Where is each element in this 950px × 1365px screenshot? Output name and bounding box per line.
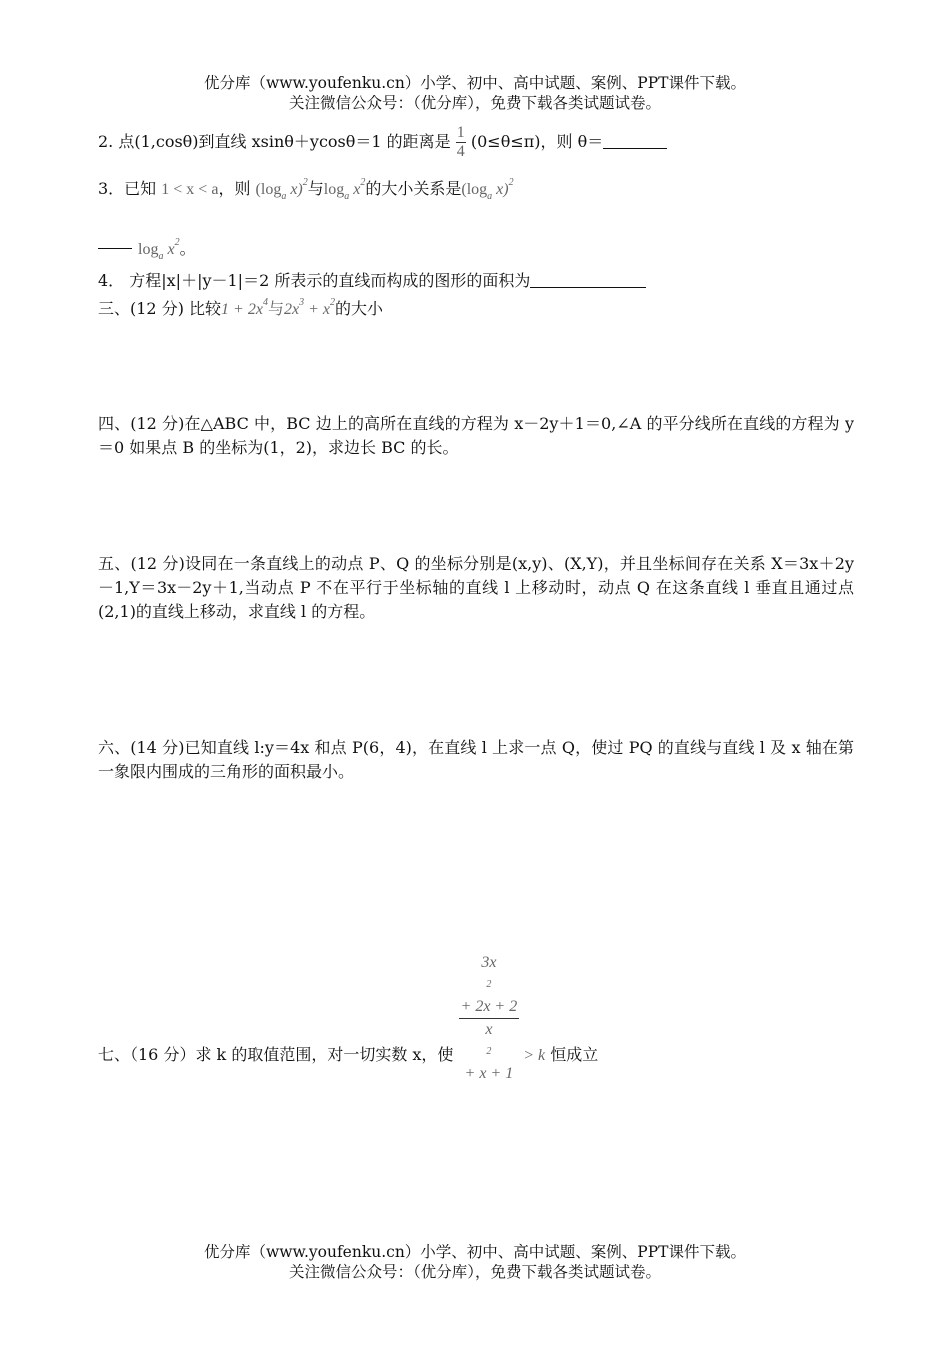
question-3-with: 与 [307, 179, 324, 198]
question-3-continued [98, 228, 196, 272]
section-3-with: 与 [267, 301, 284, 318]
expr-a-base: 1 + 2x [221, 301, 263, 318]
expr3-base: a [487, 191, 493, 202]
expr-a [221, 297, 268, 318]
section-3 [98, 291, 383, 322]
answer-blank-q3[interactable] [98, 248, 132, 249]
expr-a-power: 4 [262, 297, 268, 308]
section-6: 六、(14 分)已知直线 l:y＝4x 和点 P(6，4)，在直线 l 上求一点 Q，使过 PQ 的直线与直线 l 及 x 轴在第一象限内围成的三角形的面积最小。 [98, 738, 854, 781]
section-3-suffix: 的大小 [334, 299, 383, 318]
expr2-base: a [344, 191, 350, 202]
num-a-power: 2 [486, 979, 492, 990]
question-2 [98, 124, 667, 161]
question-3-compare: 的大小关系是 [365, 179, 462, 198]
section-7-suffix: 恒成立 [550, 1045, 599, 1064]
footer-line-2: 关注微信公众号：（优分库），免费下载各类试题试卷。 [288, 1263, 661, 1281]
expr3-log: (log [461, 181, 488, 198]
expr2-arg: x [349, 181, 361, 198]
expr3-arg: x) [492, 181, 509, 198]
section-7-prefix: 七、（16 分）求 k 的取值范围，对一切实数 x，使 [98, 1045, 454, 1064]
fraction-denominator: 4 [456, 143, 465, 160]
section-4: 四、(12 分)在△ABC 中，BC 边上的高所在直线的方程为 x－2y＋1＝0,∠A 的平分线所在直线的方程为 y＝0 如果点 B 的坐标为(1，2)，求边长 BC 的长。 [98, 414, 854, 457]
expr1-base: a [281, 191, 287, 202]
expr-log-x-squared-2 [138, 237, 180, 262]
expr-log-x-squared-1 [323, 177, 366, 202]
header-line-2: 关注微信公众号：（优分库），免费下载各类试题试卷。 [288, 94, 661, 112]
answer-blank-q4[interactable] [530, 272, 646, 288]
expr4-base: a [158, 251, 164, 262]
fraction-one-quarter [456, 124, 466, 161]
question-3-then: ，则 [218, 179, 251, 198]
expr1-arg: x) [286, 181, 303, 198]
expr-log-squared-1 [255, 177, 308, 202]
section-3-prefix: 三、(12 分) 比较 [98, 299, 222, 318]
fraction-numerator: 1 [456, 124, 465, 141]
question-4 [98, 269, 646, 293]
den-a-power: 2 [486, 1046, 492, 1057]
inequality-relation: > k [519, 1047, 546, 1064]
expr1-log: (log [255, 181, 282, 198]
expr-b [283, 297, 335, 318]
expr4-arg: x [163, 241, 175, 258]
den-b: + x + 1 [464, 1065, 514, 1082]
section-5: 五、(12 分)设同在一条直线上的动点 P、Q 的坐标分别是(x,y)、(X,Y)，并且坐标间存在关系 X＝3x＋2y－1,Y＝3x－2y＋1,当动点 P 不在平行于坐标轴的直线 l 上移动时，动点 Q 在这条直线 l 垂直且通过点(2,1)的直线上移动，求直线 l 的方程。 [98, 554, 854, 621]
inequality-fraction [459, 952, 520, 1085]
expr-b-power: 3 [299, 297, 305, 308]
question-3-end: 。 [179, 239, 196, 258]
expr-b-base: 2x [283, 301, 300, 318]
expr4-log: log [138, 241, 159, 258]
section-7 [98, 952, 598, 1085]
num-b: + 2x + 2 [460, 998, 518, 1015]
footer-line-1: 优分库（www.youfenku.cn）小学、初中、高中试题、案例、PPT课件下载。 [203, 1243, 747, 1261]
condition-expr: 1 < x < a [161, 181, 219, 198]
expr2-log: log [323, 181, 345, 198]
header-line-1: 优分库（www.youfenku.cn）小学、初中、高中试题、案例、PPT课件下载。 [203, 74, 747, 92]
question-4-text: 4． 方程|x|＋|y－1|＝2 所表示的直线而构成的图形的面积为 [98, 271, 531, 290]
answer-blank-q2[interactable] [603, 133, 667, 149]
question-2-text-a: 2. 点(1,cosθ)到直线 xsinθ＋ycosθ＝1 的距离是 [98, 132, 451, 151]
expr-log-squared-2 [461, 177, 514, 202]
expr4-power: 2 [174, 237, 180, 248]
question-3 [98, 168, 514, 212]
expr2-power: 2 [360, 177, 366, 188]
num-a: 3x [481, 954, 497, 971]
den-a: x [485, 1021, 493, 1038]
question-2-text-b: (0≤θ≤π)，则 θ＝ [470, 132, 604, 151]
fraction-denominator-expr [459, 1019, 520, 1085]
expr-c-power: 2 [329, 297, 335, 308]
expr-c-base: + x [304, 301, 330, 318]
expr3-power: 2 [508, 177, 514, 188]
question-3-prefix: 3．已知 [98, 179, 157, 198]
expr1-power: 2 [302, 177, 308, 188]
fraction-numerator-expr [459, 952, 520, 1019]
